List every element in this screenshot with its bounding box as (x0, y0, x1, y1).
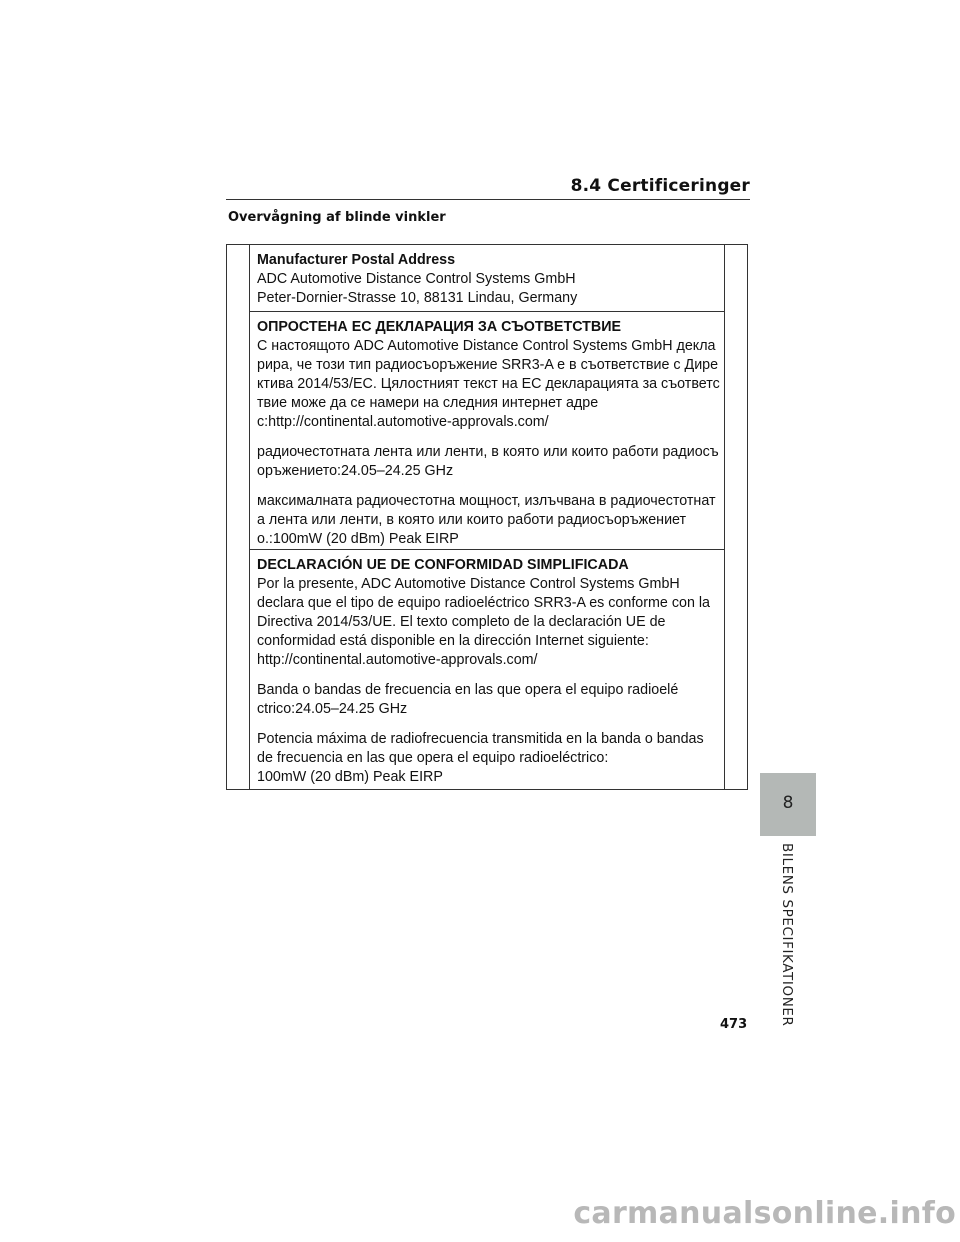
watermark: carmanualsonline.info (573, 1196, 956, 1231)
chapter-number: 8 (782, 793, 794, 813)
spanish-declaration-cell (250, 550, 724, 790)
text-line: ADC Automotive Distance Control Systems GmbH (257, 271, 576, 287)
header-divider (226, 199, 750, 200)
page-number: 473 (720, 1017, 748, 1032)
text-line: conformidad está disponible en la dirección Internet siguiente: (257, 633, 649, 649)
text-line: о.:100mW (20 dBm) Peak EIRP (257, 531, 459, 547)
text-line: оръжението:24.05–24.25 GHz (257, 463, 454, 479)
certification-table (226, 244, 748, 790)
text-line: Peter-Dornier-Strasse 10, 88131 Lindau, Germany (257, 290, 578, 306)
text-line: радиочестотната лента или ленти, в която или които работи радиосъ (257, 444, 719, 460)
manufacturer-heading: Manufacturer Postal Address (257, 252, 456, 268)
chapter-side-label: BILENS SPECIFIKATIONER (779, 843, 795, 1027)
text-line: Banda o bandas de frecuencia en las que opera el equipo radioelé (257, 682, 679, 698)
spanish-heading: DECLARACIÓN UE DE CONFORMIDAD SIMPLIFICADA (257, 557, 629, 573)
text-line: http://continental.automotive-approvals.com/ (257, 652, 538, 668)
bulgarian-declaration-cell (250, 312, 724, 550)
text-line: Potencia máxima de radiofrecuencia transmitida en la banda o bandas (257, 731, 704, 747)
chapter-tab (760, 773, 816, 836)
section-heading: Overvågning af blinde vinkler (228, 210, 446, 225)
text-line: ctrico:24.05–24.25 GHz (257, 701, 408, 717)
text-line: а лента или ленти, в която или които работи радиосъоръжениет (257, 512, 687, 528)
text-line: Directiva 2014/53/UE. El texto completo de la declaración UE de (257, 614, 666, 630)
table-right-column (724, 245, 747, 789)
text-line: Por la presente, ADC Automotive Distance Control Systems GmbH (257, 576, 680, 592)
text-line: с:http://continental.automotive-approvals.com/ (257, 414, 549, 430)
text-line: твие може да се намери на следния интернет адре (257, 395, 599, 411)
text-line: de frecuencia en las que opera el equipo radioeléctrico: (257, 750, 609, 766)
text-line: рира, че този тип радиосъоръжение SRR3-A е в съответствие с Дире (257, 357, 719, 373)
chapter-title: 8.4 Certificeringer (570, 176, 750, 196)
manufacturer-address-cell (250, 245, 724, 312)
bulgarian-heading: ОПРОСТЕНА ЕС ДЕКЛАРАЦИЯ ЗА СЪОТВЕТСТВИЕ (257, 319, 622, 335)
text-line: ктива 2014/53/ЕС. Цялостният текст на ЕС декларацията за съответс (257, 376, 720, 392)
text-line: С настоящото ADC Automotive Distance Control Systems GmbH декла (257, 338, 716, 354)
text-line: declara que el tipo de equipo radioeléctrico SRR3-A es conforme con la (257, 595, 710, 611)
table-left-column (227, 245, 250, 789)
text-line: максималната радиочестотна мощност, излъчвана в радиочестотнат (257, 493, 716, 509)
text-line: 100mW (20 dBm) Peak EIRP (257, 769, 443, 785)
